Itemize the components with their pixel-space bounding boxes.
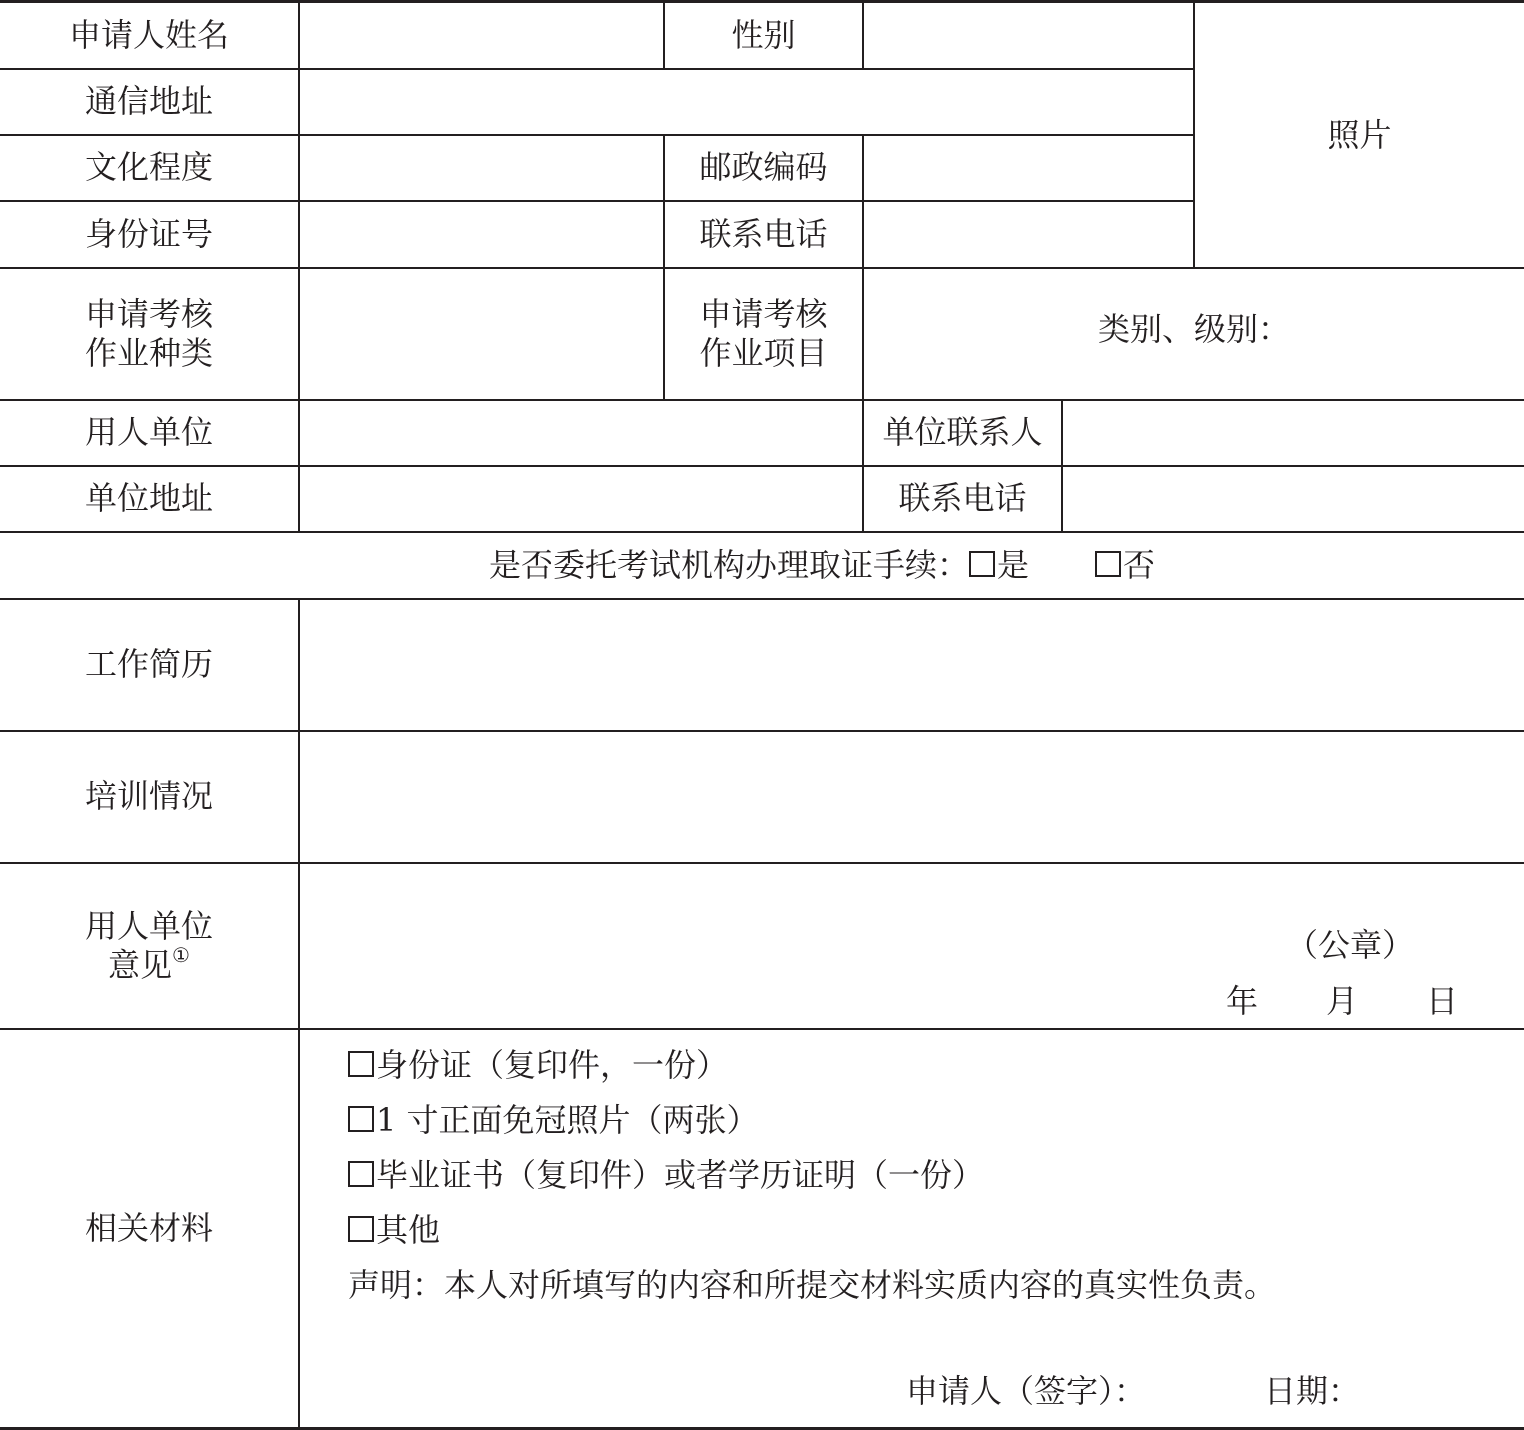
signature-label: 申请人（签字）： [906, 1371, 1147, 1410]
exam-category-label-line1: 申请考核 [84, 295, 213, 334]
gender-field[interactable] [863, 2, 1194, 69]
work-history-field[interactable] [299, 599, 1524, 731]
training-field[interactable] [299, 731, 1524, 863]
postcode-field[interactable] [863, 135, 1194, 201]
employer-field[interactable] [299, 400, 863, 466]
exam-category-label-line2: 作业种类 [84, 333, 213, 372]
class-level-label: 类别、级别： [1097, 310, 1290, 349]
training-label: 培训情况 [0, 731, 299, 863]
day-label: 日 [1426, 981, 1459, 1020]
entrust-no-label: 否 [1123, 545, 1156, 584]
postcode-label: 邮政编码 [664, 135, 863, 201]
material-checkbox-other[interactable] [348, 1216, 374, 1242]
material-checkbox-diploma[interactable] [348, 1161, 374, 1187]
entrust-row [0, 532, 1524, 599]
material-item [348, 1148, 1276, 1203]
signature-row [906, 1372, 1360, 1410]
employer-phone-label: 联系电话 [863, 466, 1062, 532]
materials-label: 相关材料 [0, 1029, 299, 1429]
material-label-id-card: 身份证（复印件，一份） [376, 1045, 729, 1084]
employer-opinion-label [0, 863, 299, 1029]
address-field[interactable] [299, 69, 1194, 135]
name-label: 申请人姓名 [0, 2, 299, 69]
class-level-field[interactable] [863, 268, 1524, 400]
entrust-no-checkbox[interactable] [1095, 551, 1121, 577]
employer-opinion-label-line2: 意见 [108, 945, 173, 984]
id-number-label: 身份证号 [0, 201, 299, 268]
entrust-question: 是否委托考试机构办理取证手续： [488, 545, 969, 584]
employer-phone-field[interactable] [1062, 466, 1524, 532]
material-checkbox-id-card[interactable] [348, 1051, 374, 1077]
material-label-photo: 1 寸正面免冠照片（两张） [376, 1100, 759, 1139]
declaration-text: 声明：本人对所填写的内容和所提交材料实质内容的真实性负责。 [348, 1265, 1277, 1304]
gender-label: 性别 [664, 2, 863, 69]
employer-opinion-field[interactable] [299, 863, 1524, 1029]
material-label-diploma: 毕业证书（复印件）或者学历证明（一份） [376, 1155, 985, 1194]
footnote-marker: ① [172, 942, 190, 967]
exam-item-label [664, 268, 863, 400]
photo-box[interactable] [1194, 2, 1524, 268]
material-item [348, 1203, 1276, 1258]
id-number-field[interactable] [299, 201, 664, 268]
employer-label: 用人单位 [0, 400, 299, 466]
photo-label: 照片 [1327, 115, 1392, 154]
employer-opinion-label-line1: 用人单位 [84, 907, 213, 946]
materials-list [348, 1038, 1276, 1313]
address-label: 通信地址 [0, 69, 299, 135]
material-item [348, 1038, 1276, 1093]
exam-category-label [0, 268, 299, 400]
opinion-date [1226, 982, 1458, 1020]
entrust-yes-checkbox[interactable] [969, 551, 995, 577]
name-field[interactable] [299, 2, 664, 69]
material-item [348, 1093, 1276, 1148]
work-history-label: 工作简历 [0, 599, 299, 731]
materials-field [299, 1029, 1524, 1429]
education-field[interactable] [299, 135, 664, 201]
phone-label: 联系电话 [664, 201, 863, 268]
exam-category-field[interactable] [299, 268, 664, 400]
material-label-other: 其他 [376, 1210, 441, 1249]
exam-item-label-line1: 申请考核 [699, 295, 828, 334]
date-label: 日期： [1264, 1371, 1361, 1410]
employer-contact-label: 单位联系人 [863, 400, 1062, 466]
month-label: 月 [1326, 981, 1359, 1020]
employer-address-field[interactable] [299, 466, 863, 532]
official-seal-label: （公章） [1286, 925, 1415, 964]
education-label: 文化程度 [0, 135, 299, 201]
exam-item-label-line2: 作业项目 [699, 333, 828, 372]
employer-contact-field[interactable] [1062, 400, 1524, 466]
employer-address-label: 单位地址 [0, 466, 299, 532]
entrust-yes-label: 是 [996, 545, 1029, 584]
phone-field[interactable] [863, 201, 1194, 268]
material-checkbox-photo[interactable] [348, 1106, 374, 1132]
year-label: 年 [1226, 981, 1259, 1020]
